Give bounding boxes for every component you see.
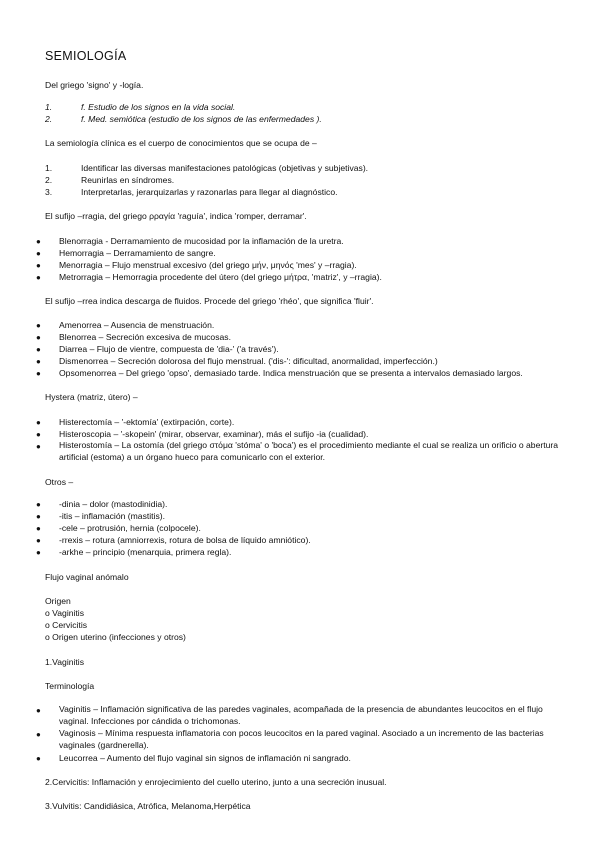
list-item: Histerectomía – '-ektomía' (extirpación, corte). (59, 417, 235, 427)
terminologia-heading: Terminología (45, 681, 95, 691)
bullet-icon: ● (36, 418, 41, 427)
list-item: -rrexis – rotura (amniorrexis, rotura de bolsa de líquido amniótico). (59, 535, 311, 545)
definition-text: f. Med. semiótica (estudio de los signos de las enfermedades ). (81, 114, 322, 124)
list-item: Diarrea – Flujo de vientre, compuesta de 'dia-' ('a través'). (59, 344, 279, 354)
rrea-intro: El sufijo –rrea indica descarga de fluidos. Procede del griego 'rhéo', que significa 'fluir'. (45, 296, 374, 306)
definition-number: 1. (45, 102, 53, 112)
list-item: Blenorrea – Secreción excesiva de mucosas. (59, 332, 231, 342)
origen-item: o Cervicitis (45, 620, 88, 630)
list-item: Dismenorrea – Secreción dolorosa del flujo menstrual. ('dis-': dificultad, anormalidad, imperfección.) (59, 356, 438, 366)
definition-text: f. Estudio de los signos en la vida social. (81, 102, 236, 112)
bullet-icon: ● (36, 512, 41, 521)
clinical-text: Identificar las diversas manifestaciones patológicas (objetivas y subjetivas). (81, 163, 369, 173)
list-item: -itis – inflamación (mastitis). (59, 511, 166, 521)
list-item: -arkhe – principio (menarquia, primera regla). (59, 547, 232, 557)
bullet-icon: ● (36, 249, 41, 258)
page-title: SEMIOLOGÍA (45, 49, 127, 63)
origen-item: o Vaginitis (45, 608, 85, 618)
bullet-icon: ● (36, 500, 41, 509)
bullet-icon: ● (36, 754, 41, 763)
clinical-text: Interpretarlas, jerarquizarlas y razonarlas para llegar al diagnóstico. (81, 187, 338, 197)
origen-item: o Origen uterino (infecciones y otros) (45, 632, 186, 642)
rragia-intro: El sufijo –rragia, del griego ρραγία 'raguía', indica 'romper, derramar'. (45, 211, 307, 221)
bullet-icon: ● (36, 430, 41, 439)
list-item: Metrorragia – Hemorragia procedente del útero (del griego μήτρα, 'matriz', y –rragia). (59, 272, 382, 282)
clinical-number: 2. (45, 175, 53, 185)
clinical-number: 3. (45, 187, 53, 197)
list-item: -dinia – dolor (mastodinidia). (59, 499, 168, 509)
bullet-icon: ● (36, 548, 41, 557)
list-item: Opsomenorrea – Del griego 'opso', demasiado tarde. Indica menstruación que se presenta a intervalos demasiado largos. (59, 368, 523, 378)
bullet-icon: ● (36, 536, 41, 545)
bullet-icon: ● (36, 345, 41, 354)
bullet-icon: ● (36, 369, 41, 378)
otros-intro: Otros – (45, 477, 74, 487)
definition-number: 2. (45, 114, 53, 124)
list-item: Amenorrea – Ausencia de menstruación. (59, 320, 215, 330)
cervicitis-line: 2.Cervicitis: Inflamación y enrojecimiento del cuello uterino, junto a una secreción inusual. (45, 777, 387, 787)
origen-heading: Origen (45, 596, 71, 606)
origin-line: Del griego 'signo' y -logía. (45, 80, 144, 90)
list-item: Hemorragia – Derramamiento de sangre. (59, 248, 216, 258)
list-item: Vaginosis – Mínima respuesta inflamatoria con pocos leucocitos en la pared vaginal. Asociado a un incremento de las bacterias vaginales (gardnerella). (59, 728, 544, 750)
clinical-intro: La semiología clínica es el cuerpo de conocimientos que se ocupa de – (45, 138, 317, 148)
bullet-icon: ● (36, 321, 41, 330)
hystera-intro: Hystera (matriz, útero) – (45, 392, 138, 402)
list-item: Histerostomía – La ostomía (del griego στόμα 'stóma' o 'boca') es el procedimiento mediante el cual se realiza un orificio o abertura artificial (estoma) a un órgano hueco para comunicarlo con el exterior. (59, 440, 559, 462)
bullet-icon: ● (36, 333, 41, 342)
bullet-icon: ● (36, 357, 41, 366)
bullet-icon: ● (36, 524, 41, 533)
bullet-icon: ● (36, 706, 41, 715)
bullet-icon: ● (36, 237, 41, 246)
list-item: Leucorrea – Aumento del flujo vaginal sin signos de inflamación ni sangrado. (59, 753, 351, 763)
vulvitis-line: 3.Vulvitis: Candidiásica, Atrófica, Melanoma,Herpética (45, 801, 251, 811)
bullet-icon: ● (36, 442, 41, 451)
clinical-number: 1. (45, 163, 53, 173)
list-item: Menorragia – Flujo menstrual excesivo (del griego μήν, μηνός 'mes' y –rragia). (59, 260, 357, 270)
vaginitis-heading: 1.Vaginitis (45, 657, 85, 667)
flujo-heading: Flujo vaginal anómalo (45, 572, 129, 582)
bullet-icon: ● (36, 730, 41, 739)
clinical-text: Reunirlas en síndromes. (81, 175, 175, 185)
bullet-icon: ● (36, 261, 41, 270)
list-item: -cele – protrusión, hernia (colpocele). (59, 523, 201, 533)
list-item: Histeroscopia – '-skopein' (mirar, observar, examinar), más el sufijo -ia (cualidad). (59, 429, 369, 439)
bullet-icon: ● (36, 273, 41, 282)
list-item: Blenorragia - Derramamiento de mucosidad por la inflamación de la uretra. (59, 236, 344, 246)
list-item: Vaginitis – Inflamación significativa de las paredes vaginales, acompañada de la presencia de abundantes leucocitos en el flujo vaginal. Infecciones por cándida o trichomonas. (59, 704, 543, 726)
